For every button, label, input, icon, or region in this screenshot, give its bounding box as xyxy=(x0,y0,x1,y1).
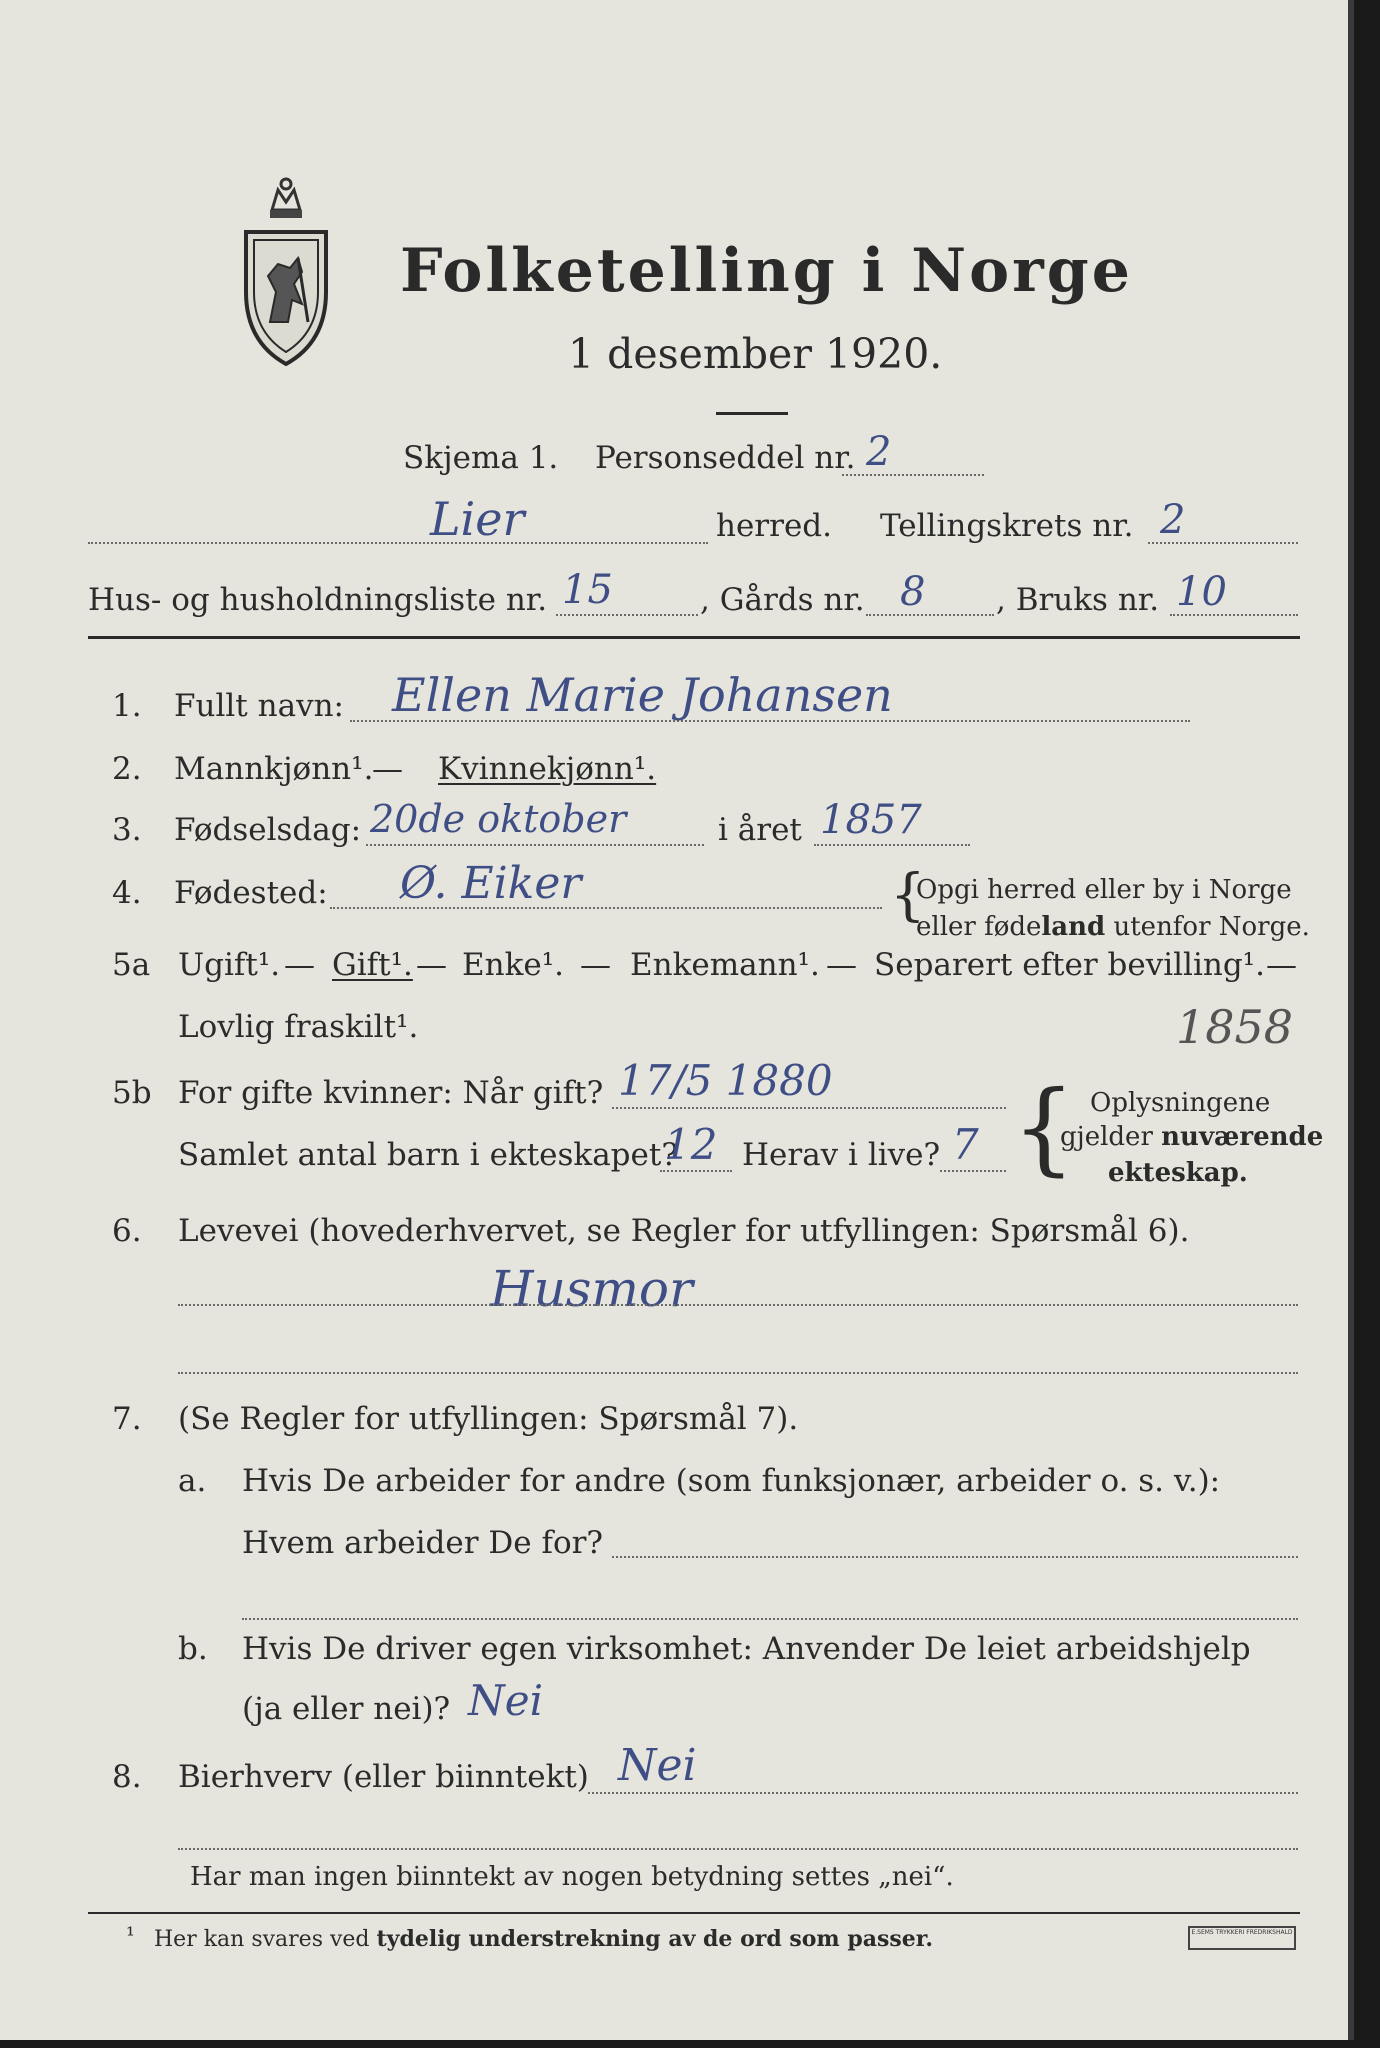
dash-5: — xyxy=(1266,947,1297,983)
q5b-note-line2: gjelder nuværende xyxy=(1060,1122,1324,1152)
side-income-field-line-2 xyxy=(178,1848,1298,1850)
birth-year-field-line xyxy=(814,844,970,846)
children-alive-value[interactable]: 7 xyxy=(952,1120,979,1169)
occupation-field-line-2 xyxy=(178,1372,1298,1374)
q4-note-brace: { xyxy=(890,863,926,928)
q5b-number: 5b xyxy=(112,1075,152,1111)
q7-number: 7. xyxy=(112,1401,142,1437)
side-income-field-line-1 xyxy=(588,1792,1298,1794)
dash-1: — xyxy=(284,947,315,983)
q2-number: 2. xyxy=(112,751,142,787)
bruks-value[interactable]: 10 xyxy=(1176,569,1227,615)
biinntekt-note: Har man ingen biinntekt av nogen betydning settes „nei“. xyxy=(190,1862,954,1892)
q5b-note-brace: { xyxy=(1012,1069,1076,1186)
personseddel-value[interactable]: 2 xyxy=(866,429,892,475)
children-alive-field-line xyxy=(940,1170,1006,1172)
tellingskrets-label: Tellingskrets nr. xyxy=(880,508,1134,544)
q5a-number: 5a xyxy=(112,947,151,983)
occupation-value[interactable]: Husmor xyxy=(490,1260,693,1318)
footer-rule xyxy=(88,1912,1300,1914)
full-name-value[interactable]: Ellen Marie Johansen xyxy=(392,668,893,722)
q5b-note-line3: ekteskap. xyxy=(1108,1158,1248,1188)
hired-help-value[interactable]: Nei xyxy=(468,1676,544,1725)
birth-year-value[interactable]: 1857 xyxy=(820,797,922,843)
title-divider xyxy=(716,412,788,415)
hired-help-question: (ja eller nei)? xyxy=(242,1691,451,1727)
married-when-label: For gifte kvinner: Når gift? xyxy=(178,1075,604,1111)
husholdningsliste-label: Hus- og husholdningsliste nr. xyxy=(88,582,548,618)
husholdningsliste-value[interactable]: 15 xyxy=(562,567,613,613)
footnote-mark: ¹ xyxy=(126,1924,135,1949)
children-alive-label: Herav i live? xyxy=(742,1137,941,1173)
q7-label: (Se Regler for utfyllingen: Spørsmål 7). xyxy=(178,1401,799,1437)
q8-number: 8. xyxy=(112,1759,142,1795)
q4-label: Fødested: xyxy=(174,875,328,911)
female-option-underlined[interactable]: Kvinnekjønn¹. xyxy=(438,751,657,787)
personseddel-label: Personseddel nr. xyxy=(595,440,856,476)
gards-field-line xyxy=(866,614,994,616)
separert-option[interactable]: Separert efter bevilling¹. xyxy=(874,947,1265,983)
q7b-letter: b. xyxy=(178,1631,208,1667)
q7a-label: Hvis De arbeider for andre (som funksjonær, arbeider o. s. v.): xyxy=(242,1463,1221,1499)
lovlig-fraskilt-option[interactable]: Lovlig fraskilt¹. xyxy=(178,1009,419,1045)
employer-field-line-2 xyxy=(242,1618,1298,1620)
male-option[interactable]: Mannkjønn¹. xyxy=(174,751,374,787)
employer-question: Hvem arbeider De for? xyxy=(242,1525,604,1561)
side-income-value[interactable]: Nei xyxy=(618,1740,697,1791)
married-when-value[interactable]: 17/5 1880 xyxy=(618,1056,833,1105)
birthday-field-line xyxy=(366,844,704,846)
year-label: i året xyxy=(718,812,802,848)
q6-number: 6. xyxy=(112,1213,142,1249)
q3-label: Fødselsdag: xyxy=(174,812,362,848)
margin-pencil-year: 1858 xyxy=(1176,1000,1294,1054)
occupation-label: Levevei (hovederhvervet, se Regler for utfyllingen: Spørsmål 6). xyxy=(178,1213,1190,1249)
q7a-letter: a. xyxy=(178,1463,207,1499)
norway-coat-of-arms-icon xyxy=(232,172,340,372)
married-when-field-line xyxy=(612,1107,1006,1109)
gards-label: , Gårds nr. xyxy=(700,582,865,618)
husholdningsliste-field-line xyxy=(556,614,698,616)
q3-number: 3. xyxy=(112,812,142,848)
form-title: Folketelling i Norge xyxy=(400,236,1133,306)
occupation-field-line-1 xyxy=(178,1304,1298,1306)
ugift-option[interactable]: Ugift¹. xyxy=(178,947,281,983)
tellingskrets-value[interactable]: 2 xyxy=(1160,497,1186,543)
printer-stamp: E.SEMS TRYKKERI FREDRIKSHALD xyxy=(1188,1926,1296,1950)
skjema-label: Skjema 1. xyxy=(403,440,559,476)
dash-3: — xyxy=(580,947,611,983)
gift-option-underlined[interactable]: Gift¹. xyxy=(332,947,413,983)
q2-dash: — xyxy=(372,751,403,787)
children-count-label: Samlet antal barn i ekteskapet? xyxy=(178,1137,678,1173)
footnote-text: Her kan svares ved tydelig understrekning av de ord som passer. xyxy=(154,1926,934,1952)
q4-note-line1: Opgi herred eller by i Norge xyxy=(916,875,1292,905)
q4-note-line2: eller fødeland utenfor Norge. xyxy=(916,912,1310,942)
herred-label: herred. xyxy=(716,508,832,544)
personseddel-field-line xyxy=(842,474,984,476)
dash-2: — xyxy=(416,947,447,983)
q5b-note-line1: Oplysningene xyxy=(1090,1088,1271,1118)
q1-label: Fullt navn: xyxy=(174,688,344,724)
enke-option[interactable]: Enke¹. xyxy=(462,947,565,983)
side-income-label: Bierhverv (eller biinntekt) xyxy=(178,1759,589,1795)
children-count-value[interactable]: 12 xyxy=(664,1120,718,1169)
herred-field-line xyxy=(88,542,708,544)
dash-4: — xyxy=(826,947,857,983)
q1-number: 1. xyxy=(112,688,142,724)
birthplace-value[interactable]: Ø. Eiker xyxy=(400,858,582,909)
header-rule xyxy=(88,636,1300,639)
q7b-label: Hvis De driver egen virksomhet: Anvender De leiet arbeidshjelp xyxy=(242,1631,1251,1667)
gards-value[interactable]: 8 xyxy=(900,569,926,615)
herred-value[interactable]: Lier xyxy=(430,492,525,546)
children-count-field-line xyxy=(660,1170,732,1172)
q4-number: 4. xyxy=(112,875,142,911)
enkemann-option[interactable]: Enkemann¹. xyxy=(630,947,820,983)
employer-field-line-1 xyxy=(612,1556,1298,1558)
bruks-label: , Bruks nr. xyxy=(996,582,1160,618)
census-date: 1 desember 1920. xyxy=(568,330,943,378)
birthday-value[interactable]: 20de oktober xyxy=(370,797,627,841)
